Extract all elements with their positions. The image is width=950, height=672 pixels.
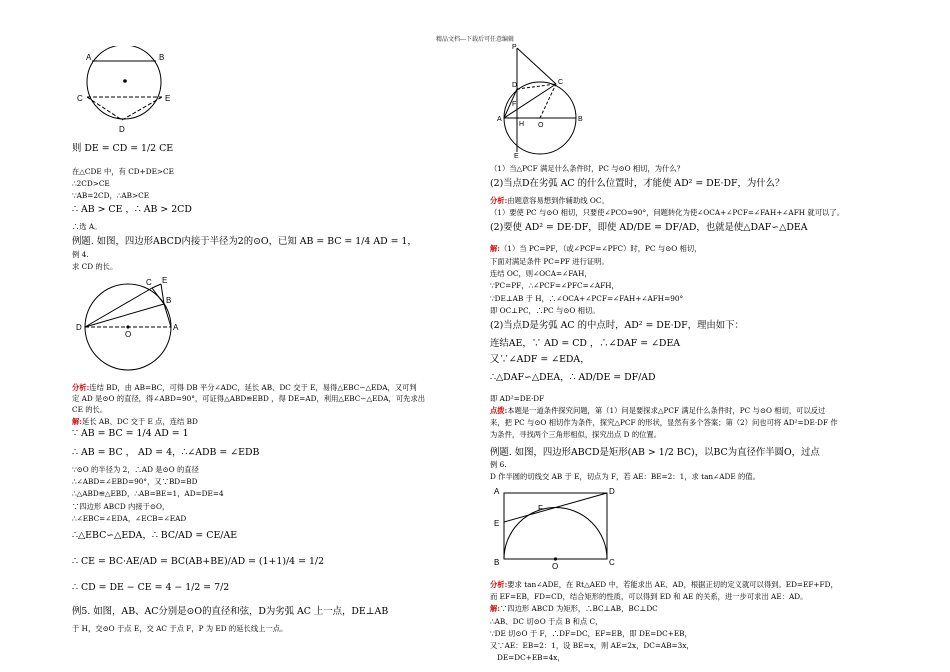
points-line: 为条件，寻找两个三角形相似，探究出点 D 的位置。 <box>490 430 662 439</box>
example-6-text: D 作半圆的切线交 AB 于 E，切点为 F，若 AE：BE=2：1，求 tan∠ADE 的值。 <box>490 472 760 481</box>
label-c: C <box>609 558 615 567</box>
semicircle-o <box>504 508 607 560</box>
solution-line: 连结 OC，则∠OCA=∠FAH， <box>490 269 592 278</box>
circle-o <box>87 46 161 119</box>
question-2: (2)当点D在劣弧 AC 的什么位置时，才能使 AD² = DE·DF，为什么？ <box>490 178 785 189</box>
label-a: A <box>173 323 179 332</box>
solution-line: (2)当点D是劣弧 AC 的中点时，AD² = DE·DF，理由如下： <box>490 320 744 331</box>
solution-text: 延长 AB、DC 交于 E 点，连结 BD <box>82 417 198 426</box>
figure-circle-abcde <box>72 46 182 138</box>
points-text: 本题是一道条件探究问题，第（1）问是要探求△PCF 满足什么条件时，PC 与⊙O 相切，可以反过 <box>507 406 826 415</box>
figure-quadrilateral-abcd <box>74 270 186 378</box>
analysis-label: 分析: <box>490 580 508 589</box>
solution-line: ∴△EBC∽△EDA，∴ BC/AD = CE/AE <box>72 530 238 541</box>
label-f: F <box>538 504 543 513</box>
solution-line: 连结AE，∵ AD = CD ，∴∠DAF = ∠DEA <box>490 338 681 349</box>
solution-line: ∴AB、DC 切⊙O 于点 B 和点 C， <box>490 617 603 626</box>
solution-line: 又∵AE：EB=2：1，设 BE=x，则 AE=2x，DC=AB=3x， <box>490 641 694 650</box>
solution-line: ∵DE 切⊙O 于 F，∴DF=DC，EF=EB，即 DE=DC+EB， <box>490 629 692 638</box>
analysis-text: 连结 BD，由 AB=BC，可得 DB 平分∠ADC，延长 AB、DC 交于 E，易得△EBC∽△EDA，又可判 <box>89 383 417 392</box>
figure-rectangle-semicircle <box>490 485 620 570</box>
label-a: A <box>494 487 500 496</box>
label-e: E <box>162 276 168 285</box>
solution-text: ∵四边形 ABCD 为矩形，∴BC⊥AB，BC⊥DC <box>500 604 658 613</box>
figure-circle-tangent <box>492 40 588 158</box>
analysis-text: 由题意容易想到作辅助线 OC。 <box>507 196 609 205</box>
example-6-label: 例 6. <box>490 460 507 469</box>
label-c: C <box>558 79 564 86</box>
label-d: D <box>512 82 518 89</box>
text-line: ∴ AB > CE ，∴ AB > 2CD <box>72 204 192 215</box>
tangent-de <box>504 493 607 522</box>
solution-line <box>490 244 701 253</box>
analysis-line <box>490 196 609 205</box>
label-a: A <box>497 116 502 123</box>
label-f: F <box>512 101 517 108</box>
solution-line: ∵DE⊥AB 于 H，∴∠OCA+∠PCF=∠FAH+∠AFH=90° <box>490 294 684 303</box>
label-d: D <box>609 487 615 496</box>
tangent-pc <box>517 48 556 84</box>
solution-line: ∴ CD = DE − CE = 4 − 1/2 = 7/2 <box>72 582 230 593</box>
text-line: ∵AB=2CD，∴AB>CE <box>72 191 150 200</box>
label-a: A <box>86 53 92 62</box>
points-line <box>490 406 825 415</box>
solution-label: 解: <box>490 604 500 613</box>
solution-line: ∴△DAF∽△DEA，∴ AD/DE = DF/AD <box>490 372 656 383</box>
analysis-line: （1）要使 PC 与⊙O 相切，只要使∠PCO=90°，问题转化为使∠OCA+∠PCF=∠FAH+∠AFH 就可以了。 <box>490 208 844 217</box>
solution-label: 解: <box>72 417 82 426</box>
text-line: ∴2CD>CE <box>72 179 110 188</box>
analysis-line: CE 的长。 <box>72 405 108 414</box>
solution-line: ∴ AB = BC ， AD = 4，∴∠ADB = ∠EDB <box>72 447 260 458</box>
label-b: B <box>166 296 172 305</box>
solution-line: 下面对满足条件 PC=PF 进行证明。 <box>490 257 609 266</box>
solution-line <box>72 417 198 426</box>
rectangle-abcd <box>504 493 607 559</box>
points-label: 点拨: <box>490 406 508 415</box>
label-d: D <box>76 323 82 332</box>
solution-line: ∵ AB = BC = 1/4 AD = 1 <box>72 428 189 439</box>
analysis-line <box>490 580 838 589</box>
label-o: O <box>552 562 559 570</box>
solution-line: ∴ CE = BC·AE/AD = BC(AB+BE)/AD = (1+1)/4 = 1/2 <box>72 556 325 567</box>
text-line: 在△CDE 中，有 CD+DE>CE <box>72 167 174 176</box>
analysis-line: 定 AD 是⊙O 的直径，得∠ABD=90°，可证得△ABD≌EBD ，得 DE=AD，利用△EBC∽△EDA，可先求出 <box>72 394 426 403</box>
label-b: B <box>159 53 165 62</box>
solution-line: DE=DC+EB=4x， <box>497 653 565 662</box>
analysis-line: 而 EF=EB，FD=CD，结合矩形的性质，可以得到 ED 和 AE 的关系，进一步可求出 AE：AD。 <box>490 592 808 601</box>
solution-line: 即 OC⊥PC，∴PC 与⊙O 相切。 <box>490 306 600 315</box>
example-4-label: 例 4. <box>72 250 89 259</box>
label-b: B <box>494 558 500 567</box>
segment-de <box>122 97 162 120</box>
solution-text: （1）当 PC=PF，（或∠PCF=∠PFC）时，PC 与⊙O 相切， <box>500 244 702 253</box>
analysis-text: 要求 tan∠ADE，在 Rt△AED 中，若能求出 AE、AD，根据正切的定义就可以得到。ED=EF+FD， <box>507 580 838 589</box>
solution-line: ∴∠ABD=∠EBD=90°，又∵BD=BD <box>72 477 198 486</box>
analysis-line <box>72 383 417 392</box>
segment-ce <box>152 284 161 288</box>
analysis-line: (2)要使 AD² = DE·DF，即使 AD/DE = DF/AD，也就是使△DAF∽△DEA <box>490 222 808 233</box>
solution-line <box>490 604 658 613</box>
analysis-label: 分析: <box>72 383 90 392</box>
page-header: 精品文档---下载后可任意编辑 <box>435 36 515 43</box>
segment-cd <box>87 97 122 120</box>
solution-line: ∵四边形 ABCD 内接于⊙O， <box>72 502 170 511</box>
example-6-title: 例题. 如图，四边形ABCD是矩形(AB > 1/2 BC)，以BC为直径作半圆O，过点 <box>490 447 820 458</box>
question-1: （1）当△PCF 满足什么条件时，PC 与⊙O 相切，为什么？ <box>490 164 684 173</box>
center-point <box>126 325 129 328</box>
example-4-title: 例题. 如图，四边形ABCD内接于半径为2的⊙O，已知 AB = BC = 1/4 AD = 1， <box>72 236 417 247</box>
label-e: E <box>494 519 500 528</box>
segment-dc <box>85 288 152 327</box>
label-d: D <box>119 125 125 134</box>
label-b: B <box>578 116 583 123</box>
example-5-title: 例5. 如图，AB、AC分别是⊙O的直径和弦，D为劣弧 AC 上一点，DE⊥AB <box>72 606 389 617</box>
label-c: C <box>146 278 152 287</box>
segment-db <box>85 304 164 327</box>
text-line: 求 CD 的长。 <box>72 262 118 271</box>
text-line: ∴选 A。 <box>72 222 102 231</box>
label-e: E <box>165 94 171 103</box>
points-line: 来，把 PC 与⊙O 相切作为条件，探究△PCF 的形状，显然有多个答案；第（2）问也可将 AD²=DE·DF 作 <box>490 418 838 427</box>
text-line: 则 DE = CD = 1/2 CE <box>72 143 174 154</box>
solution-line: ∵⊙O 的半径为 2，∴AD 是⊙O 的直径 <box>72 465 199 474</box>
solution-line: 即 AD²=DE·DF <box>490 394 545 403</box>
solution-line: 又∵∠ADF = ∠EDA， <box>490 354 590 365</box>
label-e: E <box>514 153 519 158</box>
analysis-label: 分析: <box>490 196 508 205</box>
center-point <box>554 557 557 560</box>
solution-label: 解: <box>490 244 500 253</box>
label-p: P <box>512 44 517 51</box>
solution-line: ∴△ABD≌△EBD，∴AB=BE=1，AD=DE=4 <box>72 489 224 498</box>
label-h: H <box>519 121 525 128</box>
label-c: C <box>77 94 83 103</box>
solution-line: ∵PC=PF，∴∠PCF=∠PFC=∠AFH， <box>490 281 619 290</box>
label-o: O <box>125 330 132 339</box>
solution-line: ∴∠EBC=∠EDA，∠ECB=∠EAD <box>72 514 187 523</box>
label-o: O <box>538 122 544 129</box>
example-5-text: 于 H，交⊙O 于点 E，交 AC 于点 F，P 为 ED 的延长线上一点。 <box>72 624 288 633</box>
center-point <box>123 79 127 83</box>
